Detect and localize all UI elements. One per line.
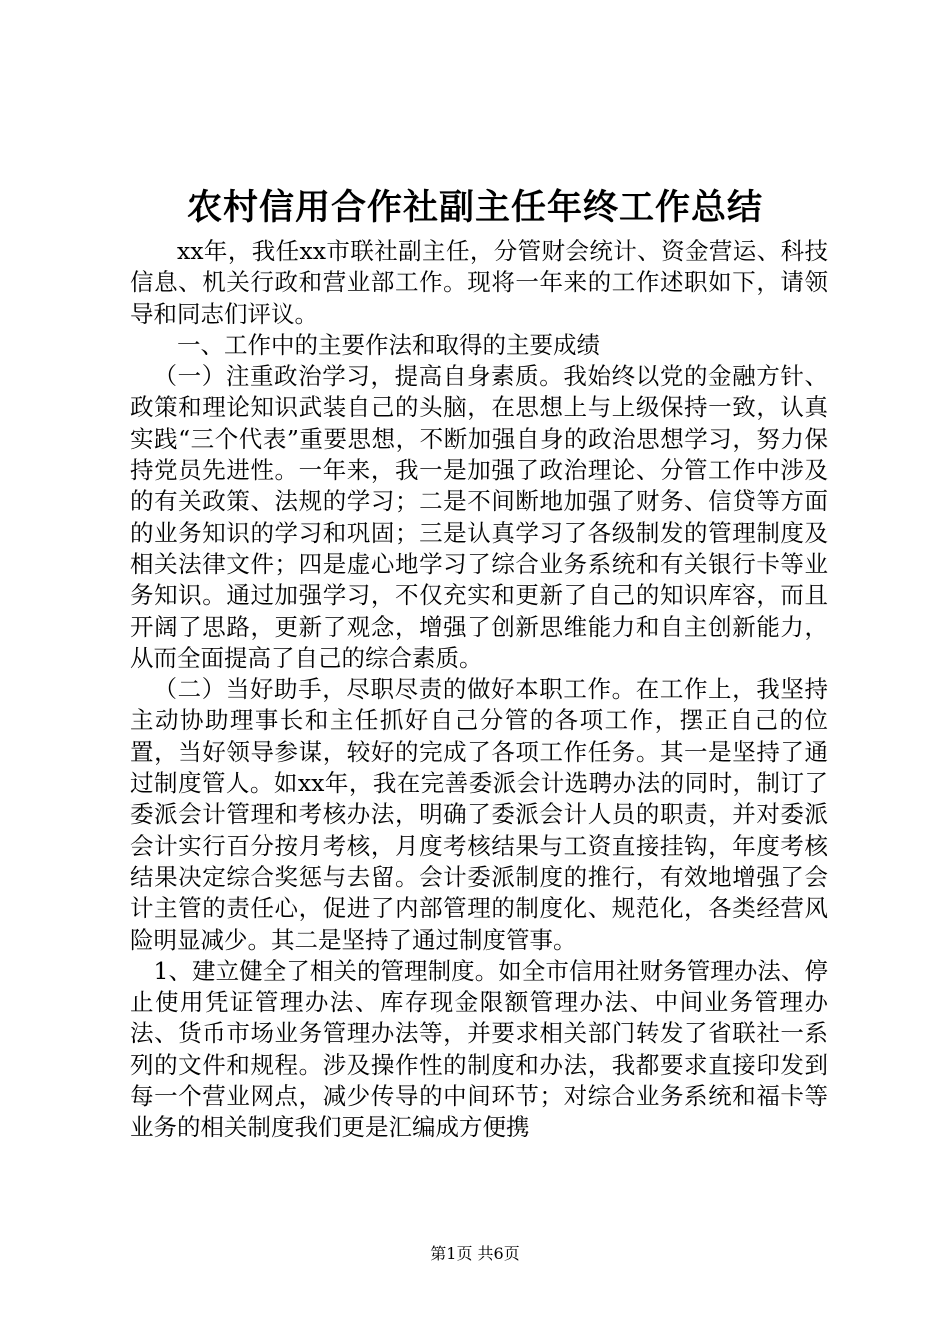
paragraph-political-study: （一）注重政治学习，提高自身素质。我始终以党的金融方针、政策和理论知识武装自己的头脑，在思想上与上级保持一致，认真实践“三个代表”重要思想，不断加强自身的政治思想学习，努力保持党员先进性。一年来，我一是加强了政治理论、分管工作中涉及的有关政策、法规的学习；二是不间断地加强了财务、信贷等方面的业务知识的学习和巩固；三是认真学习了各级制发的管理制度及相关法律文件；四是虚心地学习了综合业务系统和有关银行卡等业务知识。通过加强学习，不仅充实和更新了自己的知识库容，而且开阔了思路，更新了观念，增强了创新思维能力和自主创新能力，从而全面提高了自己的综合素质。	[130, 362, 828, 672]
paragraph-management-rules: 1、建立健全了相关的管理制度。如全市信用社财务管理办法、停止使用凭证管理办法、库存现金限额管理办法、中间业务管理办法、货币市场业务管理办法等，并要求相关部门转发了省联社一系列的文件和规程。涉及操作性的制度和办法，我都要求直接印发到每一个营业网点，减少传导的中间环节；对综合业务系统和福卡等业务的相关制度我们更是汇编成方便携	[130, 956, 828, 1142]
page-title: 农村信用合作社副主任年终工作总结	[186, 187, 763, 228]
section-heading: 一、工作中的主要作法和取得的主要成绩	[177, 330, 600, 359]
paragraph-assistant-duties: （二）当好助手，尽职尽责的做好本职工作。在工作上，我坚持主动协助理事长和主任抓好自己分管的各项工作，摆正自己的位置，当好领导参谋，较好的完成了各项工作任务。其一是坚持了通过制度管人。如xx年，我在完善委派会计选聘办法的同时，制订了委派会计管理和考核办法，明确了委派会计人员的职责，并对委派会计实行百分按月考核，月度考核结果与工资直接挂钩，年度考核结果决定综合奖惩与去留。会计委派制度的推行，有效地增强了会计主管的责任心，促进了内部管理的制度化、规范化，各类经营风险明显减少。其二是坚持了通过制度管事。	[130, 675, 828, 954]
paragraph-intro: xx年，我任xx市联社副主任，分管财会统计、资金营运、科技信息、机关行政和营业部工作。现将一年来的工作述职如下，请领导和同志们评议。	[130, 237, 828, 328]
document-body	[130, 236, 828, 1144]
page-footer: 第1页 共6页	[430, 1244, 520, 1263]
